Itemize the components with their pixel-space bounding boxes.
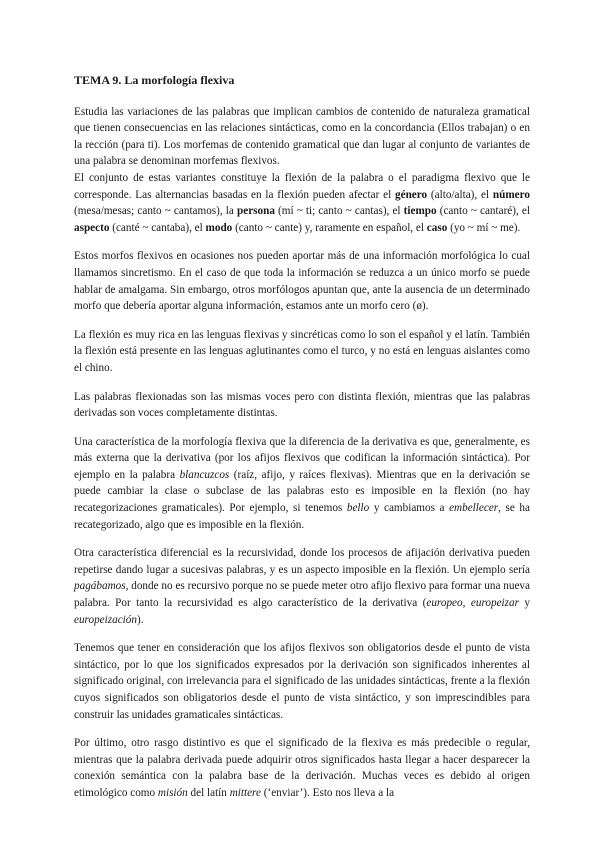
paragraph-predictability: Por último, otro rasgo distintivo es que el significado de la flexiva es más predecible o regular, mientras que la palabra derivada puede adquirir otros significados hasta llegar a hacer desparecer la conexión semántica con la palabra base de la derivación. Muchas veces es debido al origen etimológico como misión del latín mittere (‘enviar’). Esto nos lleva a la [74, 737, 530, 799]
document-page [74, 72, 530, 802]
paragraph-syncretism: Estos morfos flexivos en ocasiones nos pueden aportar más de una información morfológica lo cual llamamos sincretismo. En el caso de que toda la información se reduzca a un único morfo se puede hablar de amalgama. Sin embargo, otros morfólogos apuntan que, ante la ausencia de un determinado morfo que debería aportar alguna información, estamos ante un morfo cero (ø). [74, 250, 530, 313]
page-title: TEMA 9. La morfología flexiva [74, 73, 235, 87]
paragraph-languages: La flexión es muy rica en las lenguas flexivas y sincréticas como lo son el español y el latín. También la flexión está presente en las lenguas aglutinantes como el turco, y no está en lenguas aislantes como el chino. [74, 328, 530, 374]
paragraph-recursivity: Otra característica diferencial es la recursividad, donde los procesos de afijación derivativa pueden repetirse dando lugar a sucesivas palabras, y es un aspecto imposible en la flexión. Un ejemplo sería pagábamos, donde no es recursivo porque no se puede meter otro afijo flexivo para formar una nueva palabra. Por tanto la recursividad es algo característico de la derivativa (europeo, europeizar y europeización). [74, 547, 531, 626]
paragraph-obligatoriness: Tenemos que tener en consideración que los afijos flexivos son obligatorios desde el punto de vista sintáctico, por lo que los significados expresados por la derivación son significados inherentes al significado original, con irrelevancia para el significado de las unidades sintácticas, frente a la flexión cuyos significados son obligatorios desde el punto de vista sintáctico, y son imprescindibles para construir las unidades gramaticales sintácticas. [74, 642, 530, 721]
paragraph-variants: El conjunto de estas variantes constituye la flexión de la palabra o el paradigma flexivo que le corresponde. Las alternancias basadas en la flexión pueden afectar el género (alto/alta), el número (mesa/mesas; canto ~ cantamos), la persona (mí ~ ti; canto ~ cantas), el tiempo (canto ~ cantaré), el aspecto (canté ~ cantaba), el modo (canto ~ cante) y, raramente en español, el caso (yo ~ mí ~ me). [74, 171, 530, 234]
paragraph-intro: Estudia las variaciones de las palabras que implican cambios de contenido de naturaleza gramatical que tienen consecuencias en las relaciones sintácticas, como en la concordancia (Ellos trabajan) o en la rección (para ti). Los morfemas de contenido gramatical que dan lugar al conjunto de variantes de una palabra se denominan morfemas flexivos. [74, 105, 530, 168]
paragraph-inflected-vs-derived: Las palabras flexionadas son las mismas voces pero con distinta flexión, mientras que las palabras derivadas son voces completamente distintas. [74, 390, 530, 420]
paragraph-externality: Una característica de la morfología flexiva que la diferencia de la derivativa es que, generalmente, es más externa que la derivativa (por los afijos flexivos que codifican la información sintáctica). Por ejemplo en la palabra blancuzcos (raíz, afijo, y raíces flexivas). Mientras que en la derivación se puede cambiar la clase o subclase de las palabras esto es imposible en la flexión (no hay recategorizaciones gramaticales). Por ejemplo, si tenemos bello y cambiamos a embellecer, se ha recategorizado, algo que es imposible en la flexión. [74, 435, 530, 531]
